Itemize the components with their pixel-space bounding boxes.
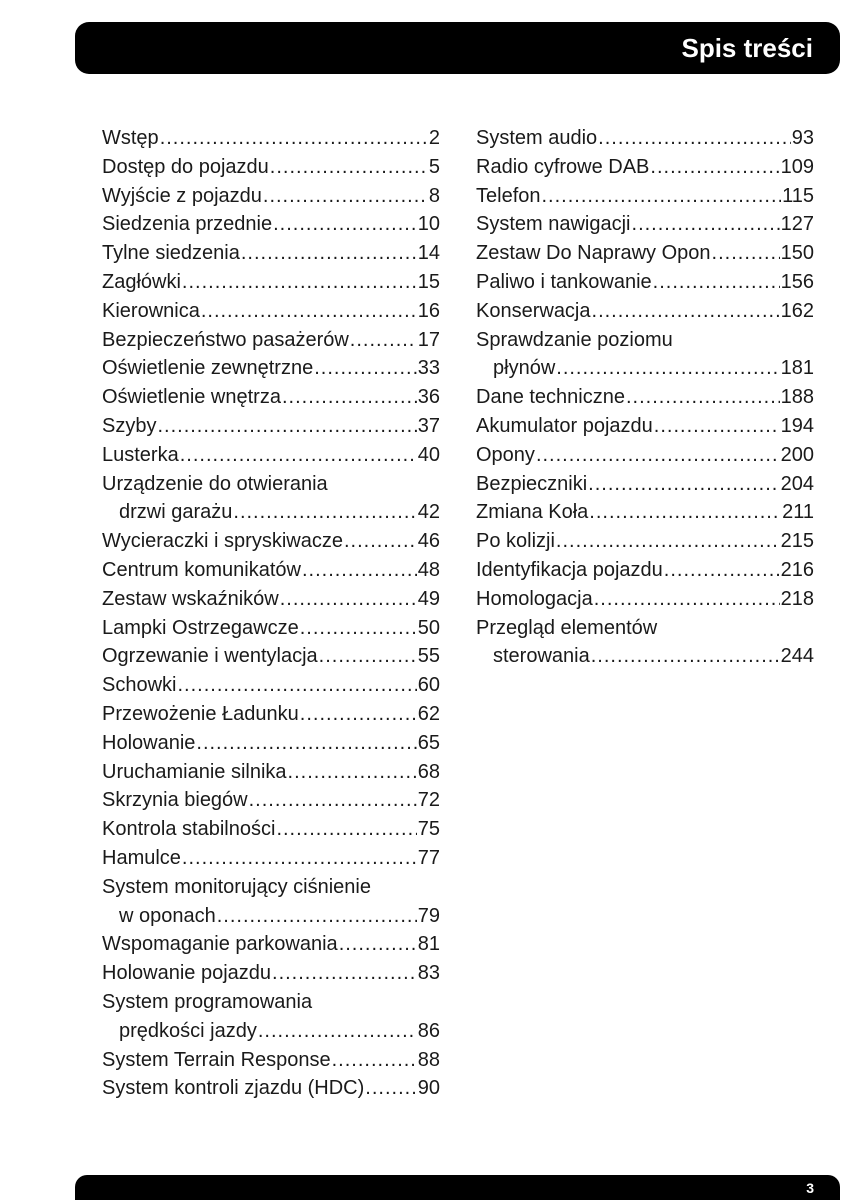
- toc-entry-title: System kontroli zjazdu (HDC): [102, 1077, 365, 1100]
- toc-entry-page: 244: [780, 645, 814, 668]
- toc-dot-leader: [282, 383, 417, 412]
- toc-entry-page: 8: [428, 184, 440, 207]
- toc-entry-title: prędkości jazdy: [119, 1019, 257, 1042]
- toc-entry-page: 2: [428, 127, 440, 149]
- toc-entry-page: 162: [780, 299, 814, 322]
- toc-dot-leader: [180, 441, 417, 470]
- toc-entry[interactable]: [476, 182, 814, 211]
- toc-entry[interactable]: [102, 930, 440, 959]
- toc-entry-title: w oponach: [119, 904, 216, 927]
- toc-dot-leader: [160, 124, 428, 153]
- toc-entry-title: Radio cyfrowe DAB: [476, 155, 650, 178]
- toc-entry-title: Kontrola stabilności: [102, 818, 276, 841]
- toc-entry-title: System Terrain Response: [102, 1048, 331, 1071]
- toc-entry-title: Sprawdzanie poziomu: [476, 328, 673, 351]
- toc-entry[interactable]: [102, 470, 440, 528]
- toc-entry-title: Wstęp: [102, 127, 159, 149]
- page-title: Spis treści: [681, 33, 813, 63]
- toc-entry-page: 79: [417, 904, 440, 927]
- toc-entry[interactable]: [102, 1046, 440, 1075]
- toc-entry[interactable]: [102, 988, 440, 1046]
- toc-entry[interactable]: [476, 326, 814, 384]
- toc-dot-leader: [344, 527, 417, 556]
- toc-dot-leader: [280, 585, 417, 614]
- toc-entry-title: Wyjście z pojazdu: [102, 184, 262, 207]
- toc-entry-title: płynów: [493, 357, 556, 380]
- toc-dot-leader: [350, 326, 417, 355]
- toc-entry-title: System programowania: [102, 990, 313, 1013]
- toc-entry-page: 75: [417, 818, 440, 841]
- toc-entry-page: 60: [417, 674, 440, 697]
- toc-dot-leader: [241, 239, 417, 268]
- toc-entry[interactable]: [102, 210, 440, 239]
- toc-dot-leader: [591, 642, 780, 671]
- toc-entry-title: Bezpieczeństwo pasażerów: [102, 328, 349, 351]
- toc-dot-leader: [217, 902, 417, 931]
- toc-entry[interactable]: [102, 585, 440, 614]
- toc-entry-page: 65: [417, 731, 440, 754]
- toc-entry[interactable]: [476, 383, 814, 412]
- toc-entry[interactable]: [476, 210, 814, 239]
- toc-entry-title: Kierownica: [102, 299, 200, 322]
- toc-entry[interactable]: [102, 412, 440, 441]
- toc-entry[interactable]: [476, 585, 814, 614]
- toc-entry-page: 49: [417, 587, 440, 610]
- toc-dot-leader: [249, 786, 417, 815]
- toc-entry-page: 68: [417, 760, 440, 783]
- toc-entry[interactable]: [102, 527, 440, 556]
- toc-entry-title: Po kolizji: [476, 530, 555, 553]
- toc-entry[interactable]: [102, 758, 440, 787]
- toc-entry-page: 216: [780, 558, 814, 581]
- toc-entry-page: 55: [417, 645, 440, 668]
- toc-entry-title: Holowanie: [102, 731, 196, 754]
- toc-dot-leader: [270, 153, 428, 182]
- toc-entry-title: Wycieraczki i spryskiwacze: [102, 530, 343, 553]
- toc-entry-title: Dostęp do pojazdu: [102, 155, 269, 178]
- toc-entry[interactable]: [476, 412, 814, 441]
- toc-dot-leader: [157, 412, 416, 441]
- toc-entry-title: Siedzenia przednie: [102, 213, 273, 236]
- toc-entry-title: Oświetlenie wnętrza: [102, 386, 281, 409]
- toc-dot-leader: [632, 210, 780, 239]
- toc-entry-title: Opony: [476, 443, 535, 466]
- page-number: 3: [806, 1180, 814, 1196]
- toc-entry[interactable]: [476, 124, 814, 153]
- toc-dot-leader: [302, 556, 417, 585]
- toc-dot-leader: [273, 210, 417, 239]
- toc-entry-page: 188: [780, 386, 814, 409]
- toc-entry-title: Holowanie pojazdu: [102, 962, 272, 985]
- toc-entry-title: System audio: [476, 127, 598, 149]
- toc-entry[interactable]: [476, 153, 814, 182]
- toc-entry-title: System nawigacji: [476, 213, 631, 236]
- toc-entry-title: Homologacja: [476, 587, 593, 610]
- toc-entry[interactable]: [476, 527, 814, 556]
- toc-entry-title: Bezpieczniki: [476, 472, 588, 495]
- toc-dot-leader: [712, 239, 780, 268]
- toc-dot-leader: [589, 498, 781, 527]
- toc-entry[interactable]: [102, 182, 440, 211]
- toc-entry-title: Dane techniczne: [476, 386, 625, 409]
- toc-entry[interactable]: [102, 873, 440, 931]
- toc-entry-page: 218: [780, 587, 814, 610]
- toc-entry-page: 90: [417, 1077, 440, 1100]
- toc-dot-leader: [233, 498, 416, 527]
- toc-entry[interactable]: [102, 786, 440, 815]
- toc-dot-leader: [653, 268, 780, 297]
- toc-dot-leader: [263, 182, 428, 211]
- toc-dot-leader: [654, 412, 780, 441]
- toc-dot-leader: [339, 930, 417, 959]
- toc-dot-leader: [542, 182, 782, 211]
- toc-entry-page: 17: [417, 328, 440, 351]
- toc-entry-title: Zmiana Koła: [476, 501, 589, 524]
- toc-entry-title: Szyby: [102, 414, 157, 437]
- toc-dot-leader: [556, 354, 779, 383]
- toc-entry-page: 215: [780, 530, 814, 553]
- toc-entry[interactable]: [102, 844, 440, 873]
- toc-entry[interactable]: [476, 441, 814, 470]
- toc-dot-leader: [300, 614, 417, 643]
- toc-entry-page: 204: [780, 472, 814, 495]
- toc-entry-title: Przegląd elementów: [476, 616, 658, 639]
- toc-entry-page: 93: [791, 127, 814, 149]
- toc-entry-page: 109: [780, 155, 814, 178]
- toc-entry-page: 194: [780, 414, 814, 437]
- toc-entry-title: Ogrzewanie i wentylacja: [102, 645, 318, 668]
- toc-entry[interactable]: [102, 383, 440, 412]
- toc-entry-title: Lusterka: [102, 443, 179, 466]
- toc-entry[interactable]: [102, 614, 440, 643]
- toc-dot-leader: [332, 1046, 417, 1075]
- toc-entry-page: 200: [780, 443, 814, 466]
- toc-entry-page: 86: [417, 1019, 440, 1042]
- toc-entry[interactable]: [102, 153, 440, 182]
- toc-entry[interactable]: [102, 642, 440, 671]
- toc-entry-page: 16: [417, 299, 440, 322]
- toc-dot-leader: [594, 585, 780, 614]
- toc-entry-title: Telefon: [476, 184, 541, 207]
- toc-entry-page: 81: [417, 933, 440, 956]
- toc-entry-title: Przewożenie Ładunku: [102, 702, 299, 725]
- toc-dot-leader: [592, 297, 780, 326]
- toc-entry-page: 33: [417, 357, 440, 380]
- toc-entry-title: Zestaw wskaźników: [102, 587, 279, 610]
- toc-column-right: [476, 124, 814, 671]
- toc-entry-title: Oświetlenie zewnętrzne: [102, 357, 314, 380]
- toc-dot-leader: [182, 268, 417, 297]
- toc-entry-page: 36: [417, 386, 440, 409]
- toc-entry[interactable]: [102, 268, 440, 297]
- toc-entry-page: 62: [417, 702, 440, 725]
- toc-entry-title: Paliwo i tankowanie: [476, 270, 652, 293]
- toc-entry-page: 15: [417, 270, 440, 293]
- toc-dot-leader: [288, 758, 417, 787]
- toc-dot-leader: [556, 527, 780, 556]
- toc-entry[interactable]: [102, 729, 440, 758]
- toc-entry[interactable]: [476, 297, 814, 326]
- toc-entry-page: 150: [780, 242, 814, 265]
- toc-entry[interactable]: [102, 700, 440, 729]
- toc-entry-page: 156: [780, 270, 814, 293]
- toc-entry-page: 42: [417, 501, 440, 524]
- toc-dot-leader: [588, 470, 779, 499]
- footer-bar: [75, 1175, 840, 1200]
- toc-entry[interactable]: [476, 268, 814, 297]
- toc-dot-leader: [650, 153, 779, 182]
- toc-entry-page: 46: [417, 530, 440, 553]
- toc-entry-page: 40: [417, 443, 440, 466]
- toc-entry-page: 77: [417, 846, 440, 869]
- toc-entry[interactable]: [102, 354, 440, 383]
- toc-entry-title: Hamulce: [102, 846, 181, 869]
- toc-entry-title: Identyfikacja pojazdu: [476, 558, 663, 581]
- toc-entry-title: Akumulator pojazdu: [476, 414, 653, 437]
- toc-entry[interactable]: [476, 239, 814, 268]
- toc-entry-title: sterowania: [493, 645, 590, 668]
- toc-entry[interactable]: [102, 297, 440, 326]
- toc-entry-page: 50: [417, 616, 440, 639]
- toc-dot-leader: [196, 729, 416, 758]
- toc-dot-leader: [272, 959, 417, 988]
- toc-dot-leader: [201, 297, 417, 326]
- toc-entry[interactable]: [102, 441, 440, 470]
- toc-entry[interactable]: [102, 239, 440, 268]
- toc-entry[interactable]: [476, 556, 814, 585]
- toc-entry-title: Wspomaganie parkowania: [102, 933, 338, 956]
- toc-dot-leader: [314, 354, 417, 383]
- toc-entry-page: 5: [428, 155, 440, 178]
- toc-dot-leader: [664, 556, 780, 585]
- toc-entry-title: drzwi garażu: [119, 501, 233, 524]
- toc-entry[interactable]: [102, 1074, 440, 1103]
- toc-entry-title: Lampki Ostrzegawcze: [102, 616, 299, 639]
- toc-entry-title: Zagłówki: [102, 270, 181, 293]
- toc-entry-page: 127: [780, 213, 814, 236]
- toc-entry-title: System monitorujący ciśnienie: [102, 875, 371, 898]
- toc-entry[interactable]: [476, 614, 814, 672]
- toc-entry-page: 211: [782, 501, 814, 524]
- toc-entry-title: Urządzenie do otwierania: [102, 472, 328, 495]
- toc-dot-leader: [177, 671, 416, 700]
- toc-entry[interactable]: [102, 815, 440, 844]
- toc-entry[interactable]: [102, 671, 440, 700]
- toc-entry-title: Schowki: [102, 674, 177, 697]
- toc-entry[interactable]: [102, 124, 440, 153]
- toc-dot-leader: [258, 1017, 417, 1046]
- toc-column-left: [102, 124, 440, 1103]
- toc-dot-leader: [598, 124, 791, 153]
- toc-dot-leader: [365, 1074, 416, 1103]
- toc-entry-title: Skrzynia biegów: [102, 789, 248, 812]
- toc-entry[interactable]: [102, 959, 440, 988]
- toc-dot-leader: [276, 815, 416, 844]
- toc-dot-leader: [300, 700, 417, 729]
- toc-entry-page: 37: [417, 414, 440, 437]
- toc-entry-title: Uruchamianie silnika: [102, 760, 287, 783]
- header-bar: [75, 22, 840, 74]
- toc-entry[interactable]: [476, 498, 814, 527]
- toc-entry[interactable]: [102, 326, 440, 355]
- toc-entry-title: Centrum komunikatów: [102, 558, 301, 581]
- toc-entry-page: 14: [417, 242, 440, 265]
- toc-dot-leader: [626, 383, 780, 412]
- toc-entry-page: 88: [417, 1048, 440, 1071]
- toc-dot-leader: [182, 844, 417, 873]
- toc-entry-page: 181: [780, 357, 814, 380]
- toc-entry[interactable]: [476, 470, 814, 499]
- toc-entry-page: 83: [417, 962, 440, 985]
- toc-entry-page: 115: [782, 184, 814, 207]
- toc-entry-title: Konserwacja: [476, 299, 591, 322]
- toc-entry-page: 10: [417, 213, 440, 236]
- toc-dot-leader: [536, 441, 780, 470]
- toc-dot-leader: [319, 642, 417, 671]
- toc-entry-page: 72: [417, 789, 440, 812]
- toc-entry-title: Tylne siedzenia: [102, 242, 240, 265]
- toc-entry-page: 48: [417, 558, 440, 581]
- toc-entry-title: Zestaw Do Naprawy Opon: [476, 242, 711, 265]
- toc-entry[interactable]: [102, 556, 440, 585]
